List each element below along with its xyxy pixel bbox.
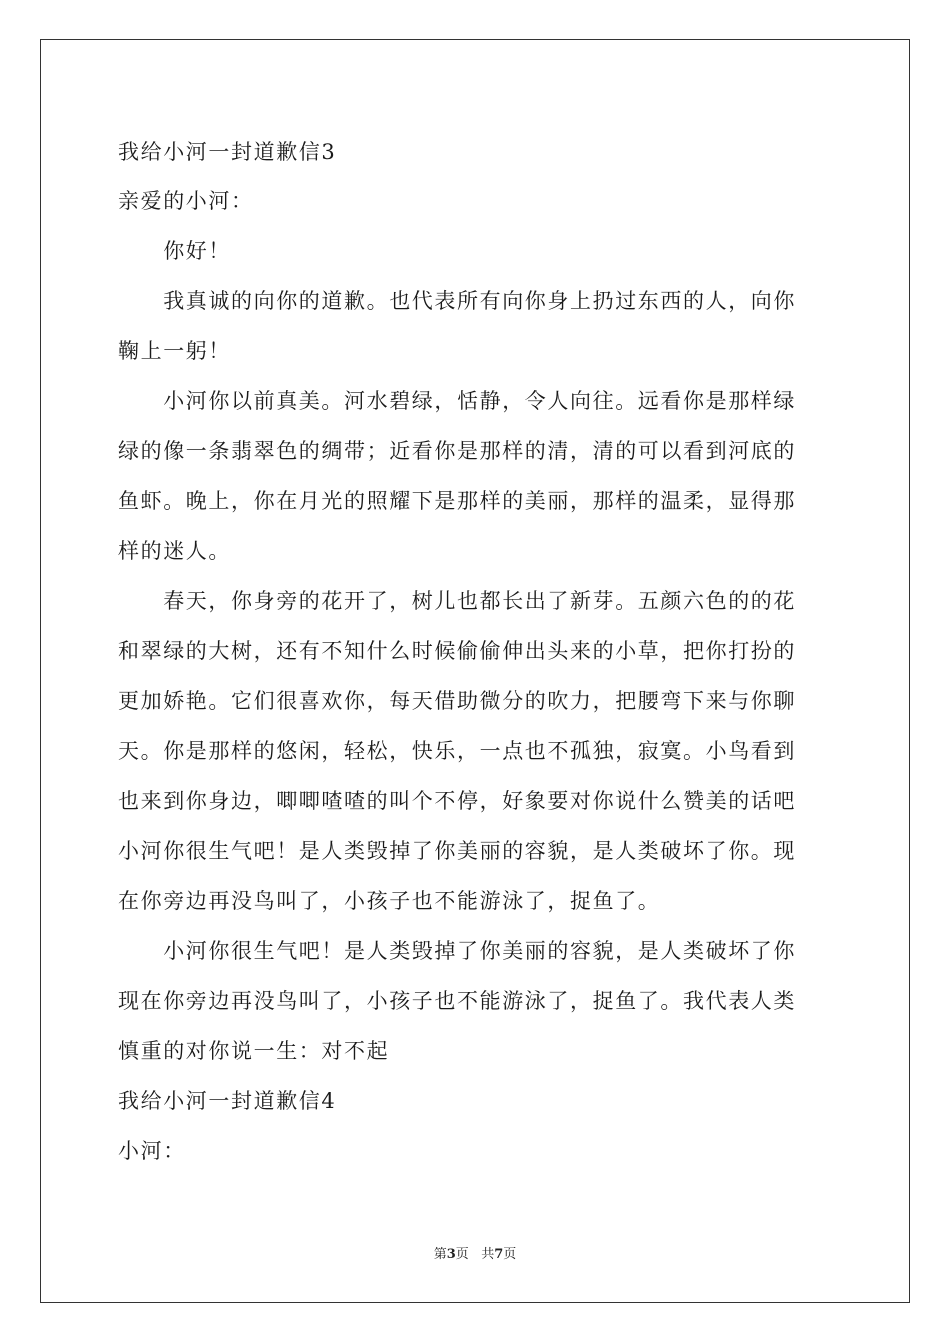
- page-label-suffix: 页: [455, 1247, 469, 1262]
- text-line: 鞠上一躬！: [118, 339, 231, 363]
- text-line: 小河你很生气吧！是人类毁掉了你美丽的容貌，是人类破坏了你: [118, 939, 796, 963]
- text-line: 样的迷人。: [118, 539, 231, 563]
- section-heading: 我给小河一封道歉信4: [118, 1089, 337, 1113]
- text-line: 在你旁边再没鸟叫了，小孩子也不能游泳了，捉鱼了。: [118, 889, 661, 913]
- salutation: 亲爱的小河：: [118, 189, 254, 213]
- text-line: 更加娇艳。它们很喜欢你，每天借助微分的吹力，把腰弯下来与你聊: [118, 689, 796, 713]
- page-footer: [0, 1246, 950, 1264]
- current-page-number: 3: [446, 1247, 456, 1262]
- text-line: 春天，你身旁的花开了，树儿也都长出了新芽。五颜六色的的花: [118, 589, 796, 613]
- total-label-prefix: 共: [481, 1247, 495, 1262]
- text-line: 也来到你身边，唧唧喳喳的叫个不停，好象要对你说什么赞美的话吧: [118, 789, 796, 813]
- text-line: 慎重的对你说一生：对不起: [118, 1039, 390, 1063]
- section-heading: 我给小河一封道歉信3: [118, 140, 337, 164]
- text-line: 小河你很生气吧！是人类毁掉了你美丽的容貌，是人类破坏了你。现: [118, 839, 796, 863]
- text-line: 鱼虾。晚上，你在月光的照耀下是那样的美丽，那样的温柔，显得那: [118, 489, 796, 513]
- text-line: 你好！: [118, 239, 231, 263]
- total-page-count: 7: [494, 1247, 504, 1262]
- text-line: 绿的像一条翡翠色的绸带；近看你是那样的清，清的可以看到河底的: [118, 439, 796, 463]
- text-line: 我真诚的向你的道歉。也代表所有向你身上扔过东西的人，向你: [118, 289, 796, 313]
- text-line: 小河你以前真美。河水碧绿，恬静，令人向往。远看你是那样绿: [118, 389, 796, 413]
- salutation: 小河：: [118, 1139, 186, 1163]
- page-label-prefix: 第: [433, 1247, 447, 1262]
- text-line: 现在你旁边再没鸟叫了，小孩子也不能游泳了，捉鱼了。我代表人类: [118, 989, 796, 1013]
- total-label-suffix: 页: [503, 1247, 517, 1262]
- text-line: 天。你是那样的悠闲，轻松，快乐，一点也不孤独，寂寞。小鸟看到: [118, 739, 796, 763]
- text-line: 和翠绿的大树，还有不知什么时候偷偷伸出头来的小草，把你打扮的: [118, 639, 796, 663]
